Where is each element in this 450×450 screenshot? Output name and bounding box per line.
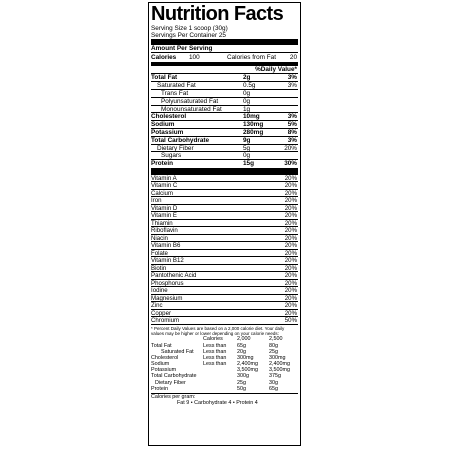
vitamin-daily-value: 20% [284,287,297,295]
vitamin-daily-value: 20% [284,182,297,190]
footer-table-cell: 2,000 [237,336,251,343]
vitamin-name: Pantothenic Acid [151,272,197,280]
vitamin-row [151,265,298,273]
footer-table-cell: Calories [203,336,223,343]
nutrient-amount: 0.5g [243,82,256,90]
footer-table-cell: 25g [237,379,246,386]
calories-per-gram-values: Fat 9 • Carbohydrate 4 • Protein 4 [177,400,258,407]
vitamin-row [151,220,298,228]
nutrient-name: Sugars [161,152,182,160]
footer-table-cell: 300mg [269,354,286,361]
vitamin-daily-value: 20% [284,257,297,265]
footer-table-cell: 3,500mg [237,367,258,374]
vitamin-row [151,242,298,250]
footer-table-cell: Less than [203,361,227,368]
nutrient-daily-value: 3% [287,74,297,82]
footer-table-cell: Sodium [151,361,170,368]
vitamin-daily-value: 20% [284,309,297,317]
vitamin-row [151,205,298,213]
nutrient-name: Total Fat [151,74,178,82]
footer-table-cell: 300g [237,373,249,380]
vitamin-name: Magnesium [151,294,183,302]
footer-table-cell: 2,500 [269,336,283,343]
nutrient-amount: 0g [243,152,251,160]
calories-from-fat-label: Calories from Fat [227,54,277,61]
nutrient-amount: 130mg [243,121,264,129]
vitamin-row [151,250,298,258]
vitamin-name: Chromium [151,317,180,325]
vitamin-daily-value: 20% [284,204,297,212]
nutrition-facts-panel [148,2,301,446]
vitamin-name: Calcium [151,189,174,197]
footer-table-cell: Less than [203,342,227,349]
calories-row [151,53,298,62]
nutrient-row [151,160,298,168]
nutrient-daily-value: 20% [284,144,297,152]
nutrient-row [151,106,298,114]
footer-table-cell: 300mg [237,354,254,361]
nutrient-row [151,137,298,145]
nutrient-amount: 9g [243,136,251,144]
vitamin-daily-value: 20% [284,212,297,220]
vitamin-name: Iodine [151,287,168,295]
nutrient-name: Monounsaturated Fat [161,105,222,113]
nutrient-amount: 0g [243,89,251,97]
vitamin-row [151,190,298,198]
footer-table-cell: 375g [269,373,281,380]
vitamin-daily-value: 20% [284,242,297,250]
nutrient-row [151,74,298,82]
vitamin-daily-value: 20% [284,234,297,242]
footer-table-cell: Total Carbohydrate [151,373,197,380]
vitamin-row [151,197,298,205]
vitamin-name: Vitamin E [151,212,177,220]
vitamin-name: Zinc [151,302,163,310]
nutrient-name: Trans Fat [161,89,189,97]
nutrient-name: Cholesterol [151,113,187,121]
nutrient-row [151,145,298,153]
vitamin-name: Folate [151,249,168,257]
vitamin-name: Niacin [151,234,168,242]
nutrient-amount: 2g [243,74,251,82]
nutrient-name: Total Carbohydrate [151,136,210,144]
footer-table-row [151,386,298,392]
nutrient-daily-value: 30% [284,160,297,168]
nutrient-daily-value: 3% [287,113,297,121]
vitamin-list [151,175,298,325]
daily-value-header-row [151,66,298,74]
nutrient-row [151,90,298,98]
nutrient-amount: 15g [243,160,255,168]
amount-per-serving: Amount Per Serving [151,45,298,53]
nutrient-name: Polyunsaturated Fat [161,97,219,105]
thick-divider-vitamins [151,168,298,175]
footer-table-cell: Potassium [151,367,177,374]
nutrient-amount: 5g [243,144,251,152]
vitamin-name: Biotin [151,264,167,272]
calories-label: Calories [151,54,177,61]
nutrient-row [151,121,298,129]
vitamin-row [151,212,298,220]
vitamin-name: Iron [151,197,162,205]
vitamin-row [151,227,298,235]
vitamin-name: Phosphorus [151,279,184,287]
vitamin-daily-value: 20% [284,197,297,205]
vitamin-daily-value: 20% [284,249,297,257]
vitamin-name: Vitamin C [151,182,178,190]
footer-table-cell: Protein [151,385,169,392]
nutrient-row [151,129,298,137]
vitamin-name: Thiamin [151,219,173,227]
vitamin-name: Vitamin B6 [151,242,181,250]
panel-title: Nutrition Facts [151,3,284,25]
vitamin-daily-value: 20% [284,279,297,287]
nutrient-row [151,98,298,106]
footer-table-cell: 3,500mg [269,367,290,374]
daily-value-header: %Daily Value* [255,66,297,73]
footer-table-cell: Total Fat [151,342,172,349]
nutrient-row [151,113,298,121]
serving-size: Serving Size 1 scoop (30g) [151,25,228,32]
vitamin-name: Copper [151,309,171,317]
footer-table-cell: Less than [203,354,227,361]
footer-table-cell: 65g [269,385,278,392]
footer-table-cell: 65g [237,342,246,349]
vitamin-row [151,235,298,243]
calories-value: 100 [189,54,200,61]
footer-table-cell: Dietary Fiber [155,379,186,386]
vitamin-row [151,257,298,265]
vitamin-row [151,295,298,303]
vitamin-row [151,302,298,310]
vitamin-row [151,280,298,288]
nutrient-amount: 1g [243,105,251,113]
nutrient-amount: 10mg [243,113,260,121]
nutrient-amount: 0g [243,97,251,105]
footer-table-cell: 30g [269,379,278,386]
vitamin-row [151,310,298,318]
calories-per-gram-label: Calories per gram: [151,394,196,401]
vitamin-row [151,272,298,280]
footer-table-cell: 80g [269,342,278,349]
vitamin-daily-value: 20% [284,302,297,310]
vitamin-daily-value: 20% [284,294,297,302]
footer-table-cell: 2,400mg [237,361,258,368]
vitamin-row [151,175,298,183]
vitamin-row [151,317,298,325]
nutrient-name: Sodium [151,121,175,129]
footer-table-cell: 50g [237,385,246,392]
vitamin-daily-value: 20% [284,174,297,182]
footnote: * Percent Daily Values are based on a 2,000 calorie diet. Your daily values may be higher or lower depending on your calorie needs: [151,325,285,337]
footer-table-cell: Less than [203,348,227,355]
vitamin-name: Vitamin A [151,174,177,182]
calories-per-gram [151,393,298,406]
footer-table-cell: 2,400mg [269,361,290,368]
nutrient-row [151,152,298,160]
nutrient-name: Dietary Fiber [157,144,194,152]
footer-table-cell: 20g [237,348,246,355]
calories-from-fat-value: 20 [289,54,297,61]
footer-table-cell: Cholesterol [151,354,179,361]
servings-per-container: Servings Per Container 25 [151,32,226,39]
vitamin-daily-value: 20% [284,227,297,235]
nutrient-amount: 280mg [243,128,264,136]
vitamin-name: Vitamin D [151,204,178,212]
nutrient-daily-value: 3% [287,82,297,90]
vitamin-daily-value: 20% [284,272,297,280]
vitamin-daily-value: 20% [284,264,297,272]
vitamin-daily-value: 50% [284,317,297,325]
nutrient-name: Protein [151,160,174,168]
vitamin-row [151,287,298,295]
vitamin-row [151,182,298,190]
nutrient-daily-value: 8% [287,128,297,136]
nutrient-daily-value: 5% [287,121,297,129]
footer-table-cell: Saturated Fat [161,348,194,355]
vitamin-daily-value: 20% [284,219,297,227]
nutrient-list [151,74,298,168]
vitamin-daily-value: 20% [284,189,297,197]
nutrient-name: Saturated Fat [157,82,196,90]
vitamin-name: Riboflavin [151,227,178,235]
footer-table [151,336,298,392]
nutrient-daily-value: 3% [287,136,297,144]
vitamin-name: Vitamin B12 [151,257,184,265]
nutrient-row [151,82,298,90]
nutrient-name: Potassium [151,128,184,136]
footer-table-cell: 25g [269,348,278,355]
